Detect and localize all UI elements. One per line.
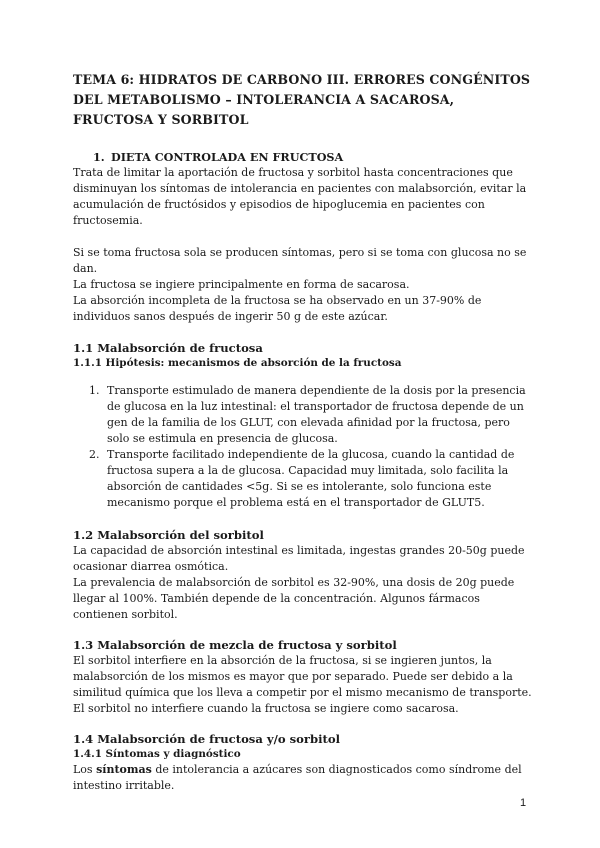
section-1-para-3: La fructosa se ingiere principalmente en forma de sacarosa. xyxy=(73,278,410,291)
section-1-para-1: Trata de limitar la aportación de fructosa y sorbitol hasta concentraciones que disminuyan los síntomas de intolerancia en pacientes con malabsorción, evitar la acumulación de fructósidos y episodios de hipoglucemia en pacientes con fructosemia. xyxy=(73,166,527,227)
list-item-number: 2. xyxy=(89,448,100,461)
section-1-4-heading: 1.4 Malabsorción de fructosa y/o sorbitol xyxy=(73,732,340,746)
section-1-title: DIETA CONTROLADA EN FRUCTOSA xyxy=(111,150,344,164)
page-number: 1 xyxy=(520,797,527,809)
list-item xyxy=(89,447,535,511)
section-1-1-heading: 1.1 Malabsorción de fructosa xyxy=(73,341,263,355)
section-1-number: 1. xyxy=(93,150,105,164)
hypothesis-list xyxy=(89,383,535,511)
para-prefix: Los xyxy=(73,763,97,776)
para-rest: de intolerancia a azúcares son diagnosticados como síndrome del intestino irritable. xyxy=(73,763,522,792)
list-item-number: 1. xyxy=(89,384,100,397)
section-1-para-2: Si se toma fructosa sola se producen síntomas, pero si se toma con glucosa no se dan. xyxy=(73,246,527,275)
para-bold-term: síntomas xyxy=(96,763,152,776)
section-1-3-para-2: El sorbitol no interfiere cuando la fructosa se ingiere como sacarosa. xyxy=(73,702,459,715)
list-item xyxy=(89,383,535,447)
document-title: TEMA 6: HIDRATOS DE CARBONO III. ERRORES CONGÉNITOS DEL METABOLISMO – INTOLERANCIA A SACAROSA, FRUCTOSA Y SORBITOL xyxy=(73,72,531,127)
section-1-para-4: La absorción incompleta de la fructosa se ha observado en un 37-90% de individuos sanos después de ingerir 50 g de este azúcar. xyxy=(73,294,482,323)
section-1-4-para xyxy=(73,762,535,794)
section-1-2-heading: 1.2 Malabsorción del sorbitol xyxy=(73,528,264,542)
document-page xyxy=(73,70,535,794)
section-1-heading xyxy=(93,150,535,165)
list-item-text: Transporte facilitado independiente de la glucosa, cuando la cantidad de fructosa supera a la de glucosa. Capacidad muy limitada, solo facilita la absorción de cantidades <5g. Si se es intolerante, solo funciona este mecanismo porque el problema está en el transportador de GLUT5. xyxy=(107,448,515,509)
section-1-4-1-heading: 1.4.1 Síntomas y diagnóstico xyxy=(73,748,241,760)
section-1-2-para-2: La prevalencia de malabsorción de sorbitol es 32-90%, una dosis de 20g puede llegar al 100%. También depende de la concentración. Algunos fármacos contienen sorbitol. xyxy=(73,576,515,621)
list-item-text: Transporte estimulado de manera dependiente de la dosis por la presencia de glucosa en la luz intestinal: el transportador de fructosa depende de un gen de la familia de los GLUT, con elevada afinidad por la fructosa, pero solo se estimula en presencia de glucosa. xyxy=(107,384,526,445)
section-1-1-1-heading: 1.1.1 Hipótesis: mecanismos de absorción de la fructosa xyxy=(73,357,402,369)
section-1-3-para-1: El sorbitol interfiere en la absorción de la fructosa, si se ingieren juntos, la malabsorción de los mismos es mayor que por separado. Puede ser debido a la similitud química que los lleva a competir por el mismo mecanismo de transporte. xyxy=(73,654,532,699)
section-1-2-para-1: La capacidad de absorción intestinal es limitada, ingestas grandes 20-50g puede ocasionar diarrea osmótica. xyxy=(73,544,525,573)
section-1-3-heading: 1.3 Malabsorción de mezcla de fructosa y sorbitol xyxy=(73,638,397,652)
